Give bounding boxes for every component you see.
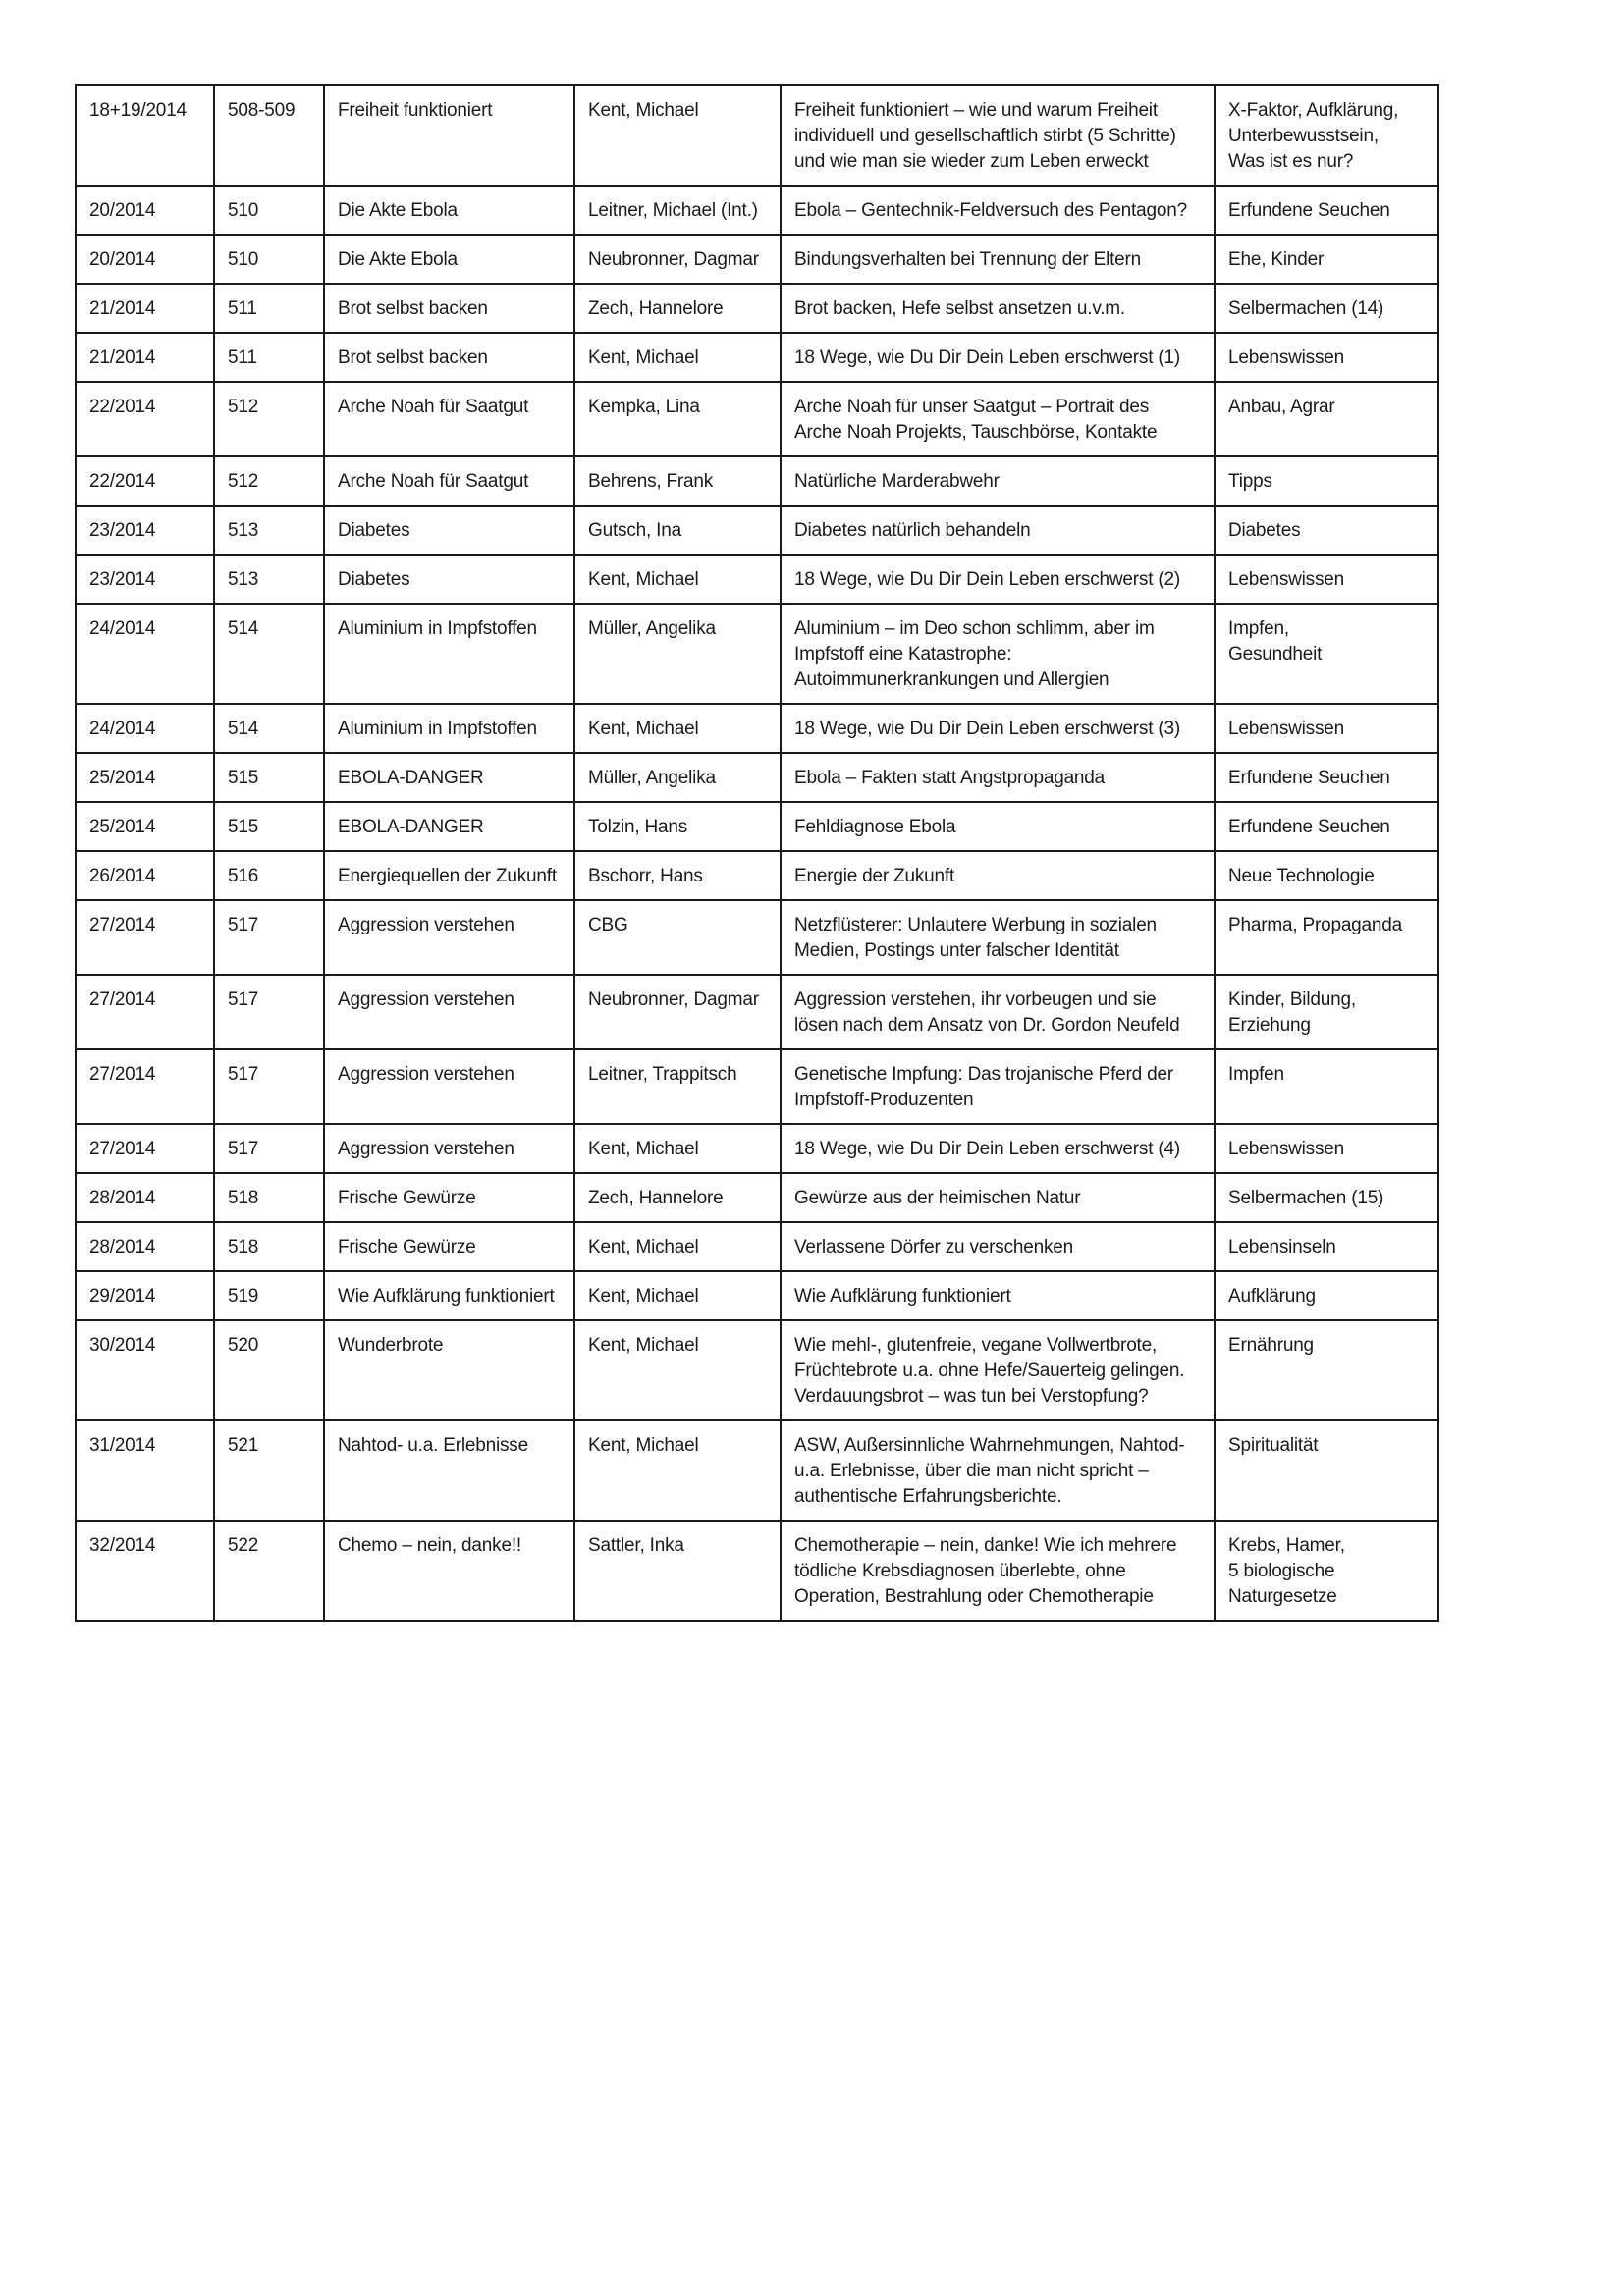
author-cell: Sattler, Inka xyxy=(574,1521,781,1621)
author-cell: Kent, Michael xyxy=(574,1271,781,1320)
keywords-cell: Pharma, Propaganda xyxy=(1215,900,1438,975)
author-cell: Gutsch, Ina xyxy=(574,506,781,555)
issue-cell: 27/2014 xyxy=(76,1124,214,1173)
keywords-cell: Impfen, Gesundheit xyxy=(1215,604,1438,704)
number-cell: 516 xyxy=(214,851,324,900)
article-cell: Verlassene Dörfer zu verschenken xyxy=(781,1222,1215,1271)
article-cell: Netzflüsterer: Unlautere Werbung in sozialen Medien, Postings unter falscher Identität xyxy=(781,900,1215,975)
keywords-cell: Kinder, Bildung, Erziehung xyxy=(1215,975,1438,1049)
issue-cell: 28/2014 xyxy=(76,1173,214,1222)
theme-cell: Arche Noah für Saatgut xyxy=(324,382,574,456)
table-row xyxy=(76,1271,1438,1320)
number-cell: 512 xyxy=(214,456,324,506)
article-cell: Bindungsverhalten bei Trennung der Eltern xyxy=(781,235,1215,284)
author-cell: Tolzin, Hans xyxy=(574,802,781,851)
theme-cell: Die Akte Ebola xyxy=(324,186,574,235)
keywords-cell: Lebenswissen xyxy=(1215,333,1438,382)
author-cell: Kent, Michael xyxy=(574,1222,781,1271)
number-cell: 520 xyxy=(214,1320,324,1420)
article-cell: Ebola – Gentechnik-Feldversuch des Pentagon? xyxy=(781,186,1215,235)
article-cell: Gewürze aus der heimischen Natur xyxy=(781,1173,1215,1222)
table-body xyxy=(76,85,1438,1621)
number-cell: 514 xyxy=(214,604,324,704)
table-row xyxy=(76,900,1438,975)
author-cell: Zech, Hannelore xyxy=(574,284,781,333)
author-cell: Kent, Michael xyxy=(574,555,781,604)
issue-cell: 23/2014 xyxy=(76,555,214,604)
issue-cell: 22/2014 xyxy=(76,456,214,506)
table-row xyxy=(76,802,1438,851)
number-cell: 522 xyxy=(214,1521,324,1621)
keywords-cell: Spiritualität xyxy=(1215,1420,1438,1521)
issue-cell: 28/2014 xyxy=(76,1222,214,1271)
keywords-cell: Selbermachen (15) xyxy=(1215,1173,1438,1222)
keywords-cell: Lebenswissen xyxy=(1215,1124,1438,1173)
number-cell: 517 xyxy=(214,1049,324,1124)
keywords-cell: Erfundene Seuchen xyxy=(1215,753,1438,802)
table-row xyxy=(76,1173,1438,1222)
number-cell: 513 xyxy=(214,555,324,604)
author-cell: Leitner, Michael (Int.) xyxy=(574,186,781,235)
keywords-cell: Krebs, Hamer, 5 biologische Naturgesetze xyxy=(1215,1521,1438,1621)
author-cell: Kempka, Lina xyxy=(574,382,781,456)
number-cell: 510 xyxy=(214,186,324,235)
author-cell: Kent, Michael xyxy=(574,704,781,753)
table-row xyxy=(76,1521,1438,1621)
theme-cell: Freiheit funktioniert xyxy=(324,85,574,186)
theme-cell: EBOLA-DANGER xyxy=(324,753,574,802)
issue-cell: 20/2014 xyxy=(76,186,214,235)
theme-cell: Aggression verstehen xyxy=(324,900,574,975)
issue-cell: 23/2014 xyxy=(76,506,214,555)
table-row xyxy=(76,333,1438,382)
table-row xyxy=(76,1049,1438,1124)
theme-cell: EBOLA-DANGER xyxy=(324,802,574,851)
issue-cell: 30/2014 xyxy=(76,1320,214,1420)
theme-cell: Diabetes xyxy=(324,555,574,604)
theme-cell: Aluminium in Impfstoffen xyxy=(324,604,574,704)
number-cell: 517 xyxy=(214,1124,324,1173)
number-cell: 511 xyxy=(214,284,324,333)
author-cell: Neubronner, Dagmar xyxy=(574,235,781,284)
issue-cell: 25/2014 xyxy=(76,802,214,851)
number-cell: 510 xyxy=(214,235,324,284)
number-cell: 519 xyxy=(214,1271,324,1320)
theme-cell: Wie Aufklärung funktioniert xyxy=(324,1271,574,1320)
table-row xyxy=(76,555,1438,604)
author-cell: Müller, Angelika xyxy=(574,753,781,802)
author-cell: Müller, Angelika xyxy=(574,604,781,704)
table-row xyxy=(76,1222,1438,1271)
article-cell: Freiheit funktioniert – wie und warum Freiheit individuell und gesellschaftlich stirbt (5 Schritte) und wie man sie wieder zum Leben erweckt xyxy=(781,85,1215,186)
article-cell: Aluminium – im Deo schon schlimm, aber im Impfstoff eine Katastrophe: Autoimmunerkrankungen und Allergien xyxy=(781,604,1215,704)
theme-cell: Brot selbst backen xyxy=(324,284,574,333)
keywords-cell: Lebensinseln xyxy=(1215,1222,1438,1271)
keywords-cell: Ernährung xyxy=(1215,1320,1438,1420)
article-cell: Natürliche Marderabwehr xyxy=(781,456,1215,506)
theme-cell: Aggression verstehen xyxy=(324,975,574,1049)
number-cell: 521 xyxy=(214,1420,324,1521)
article-cell: Aggression verstehen, ihr vorbeugen und sie lösen nach dem Ansatz von Dr. Gordon Neufeld xyxy=(781,975,1215,1049)
number-cell: 517 xyxy=(214,900,324,975)
keywords-cell: Tipps xyxy=(1215,456,1438,506)
theme-cell: Brot selbst backen xyxy=(324,333,574,382)
article-cell: Energie der Zukunft xyxy=(781,851,1215,900)
number-cell: 513 xyxy=(214,506,324,555)
theme-cell: Aggression verstehen xyxy=(324,1124,574,1173)
keywords-cell: Lebenswissen xyxy=(1215,704,1438,753)
theme-cell: Frische Gewürze xyxy=(324,1173,574,1222)
number-cell: 511 xyxy=(214,333,324,382)
issue-cell: 20/2014 xyxy=(76,235,214,284)
number-cell: 517 xyxy=(214,975,324,1049)
keywords-cell: X-Faktor, Aufklärung, Unterbewusstsein, Was ist es nur? xyxy=(1215,85,1438,186)
table-row xyxy=(76,975,1438,1049)
keywords-cell: Diabetes xyxy=(1215,506,1438,555)
author-cell: Neubronner, Dagmar xyxy=(574,975,781,1049)
issue-cell: 27/2014 xyxy=(76,975,214,1049)
article-cell: 18 Wege, wie Du Dir Dein Leben erschwerst (3) xyxy=(781,704,1215,753)
theme-cell: Energiequellen der Zukunft xyxy=(324,851,574,900)
author-cell: Bschorr, Hans xyxy=(574,851,781,900)
number-cell: 515 xyxy=(214,802,324,851)
table-row xyxy=(76,284,1438,333)
table-row xyxy=(76,753,1438,802)
keywords-cell: Lebenswissen xyxy=(1215,555,1438,604)
theme-cell: Nahtod- u.a. Erlebnisse xyxy=(324,1420,574,1521)
table-row xyxy=(76,1124,1438,1173)
number-cell: 508-509 xyxy=(214,85,324,186)
table-row xyxy=(76,235,1438,284)
issue-cell: 31/2014 xyxy=(76,1420,214,1521)
number-cell: 518 xyxy=(214,1173,324,1222)
author-cell: Kent, Michael xyxy=(574,85,781,186)
table-row xyxy=(76,851,1438,900)
issue-cell: 32/2014 xyxy=(76,1521,214,1621)
theme-cell: Diabetes xyxy=(324,506,574,555)
article-cell: Ebola – Fakten statt Angstpropaganda xyxy=(781,753,1215,802)
article-cell: 18 Wege, wie Du Dir Dein Leben erschwerst (2) xyxy=(781,555,1215,604)
article-cell: Diabetes natürlich behandeln xyxy=(781,506,1215,555)
table-row xyxy=(76,456,1438,506)
article-cell: Arche Noah für unser Saatgut – Portrait des Arche Noah Projekts, Tauschbörse, Kontakte xyxy=(781,382,1215,456)
table-row xyxy=(76,85,1438,186)
table-row xyxy=(76,604,1438,704)
author-cell: Kent, Michael xyxy=(574,333,781,382)
issue-cell: 22/2014 xyxy=(76,382,214,456)
issue-cell: 27/2014 xyxy=(76,900,214,975)
article-cell: 18 Wege, wie Du Dir Dein Leben erschwerst (4) xyxy=(781,1124,1215,1173)
keywords-cell: Aufklärung xyxy=(1215,1271,1438,1320)
article-cell: Genetische Impfung: Das trojanische Pferd der Impfstoff-Produzenten xyxy=(781,1049,1215,1124)
table-row xyxy=(76,506,1438,555)
keywords-cell: Erfundene Seuchen xyxy=(1215,186,1438,235)
theme-cell: Aluminium in Impfstoffen xyxy=(324,704,574,753)
table-row xyxy=(76,1420,1438,1521)
article-cell: Chemotherapie – nein, danke! Wie ich mehrere tödliche Krebsdiagnosen überlebte, ohne Operation, Bestrahlung oder Chemotherapie xyxy=(781,1521,1215,1621)
article-cell: ASW, Außersinnliche Wahrnehmungen, Nahtod- u.a. Erlebnisse, über die man nicht spricht – authentische Erfahrungsberichte. xyxy=(781,1420,1215,1521)
theme-cell: Aggression verstehen xyxy=(324,1049,574,1124)
article-cell: Fehldiagnose Ebola xyxy=(781,802,1215,851)
author-cell: Behrens, Frank xyxy=(574,456,781,506)
number-cell: 518 xyxy=(214,1222,324,1271)
theme-cell: Chemo – nein, danke!! xyxy=(324,1521,574,1621)
article-cell: Wie mehl-, glutenfreie, vegane Vollwertbrote, Früchtebrote u.a. ohne Hefe/Sauerteig gelingen. Verdauungsbrot – was tun bei Verstopfung? xyxy=(781,1320,1215,1420)
author-cell: Kent, Michael xyxy=(574,1420,781,1521)
keywords-cell: Impfen xyxy=(1215,1049,1438,1124)
theme-cell: Die Akte Ebola xyxy=(324,235,574,284)
number-cell: 514 xyxy=(214,704,324,753)
issue-cell: 25/2014 xyxy=(76,753,214,802)
article-cell: Brot backen, Hefe selbst ansetzen u.v.m. xyxy=(781,284,1215,333)
issue-cell: 29/2014 xyxy=(76,1271,214,1320)
keywords-cell: Ehe, Kinder xyxy=(1215,235,1438,284)
number-cell: 512 xyxy=(214,382,324,456)
keywords-cell: Selbermachen (14) xyxy=(1215,284,1438,333)
issue-cell: 21/2014 xyxy=(76,333,214,382)
table-row xyxy=(76,186,1438,235)
keywords-cell: Erfundene Seuchen xyxy=(1215,802,1438,851)
issue-cell: 26/2014 xyxy=(76,851,214,900)
table-row xyxy=(76,1320,1438,1420)
issue-cell: 18+19/2014 xyxy=(76,85,214,186)
theme-cell: Arche Noah für Saatgut xyxy=(324,456,574,506)
theme-cell: Frische Gewürze xyxy=(324,1222,574,1271)
issue-cell: 21/2014 xyxy=(76,284,214,333)
author-cell: Kent, Michael xyxy=(574,1124,781,1173)
article-cell: 18 Wege, wie Du Dir Dein Leben erschwerst (1) xyxy=(781,333,1215,382)
author-cell: Zech, Hannelore xyxy=(574,1173,781,1222)
number-cell: 515 xyxy=(214,753,324,802)
article-cell: Wie Aufklärung funktioniert xyxy=(781,1271,1215,1320)
article-index-table xyxy=(75,84,1439,1622)
table-row xyxy=(76,382,1438,456)
issue-cell: 24/2014 xyxy=(76,704,214,753)
author-cell: CBG xyxy=(574,900,781,975)
theme-cell: Wunderbrote xyxy=(324,1320,574,1420)
table-row xyxy=(76,704,1438,753)
author-cell: Kent, Michael xyxy=(574,1320,781,1420)
issue-cell: 27/2014 xyxy=(76,1049,214,1124)
keywords-cell: Anbau, Agrar xyxy=(1215,382,1438,456)
keywords-cell: Neue Technologie xyxy=(1215,851,1438,900)
author-cell: Leitner, Trappitsch xyxy=(574,1049,781,1124)
issue-cell: 24/2014 xyxy=(76,604,214,704)
